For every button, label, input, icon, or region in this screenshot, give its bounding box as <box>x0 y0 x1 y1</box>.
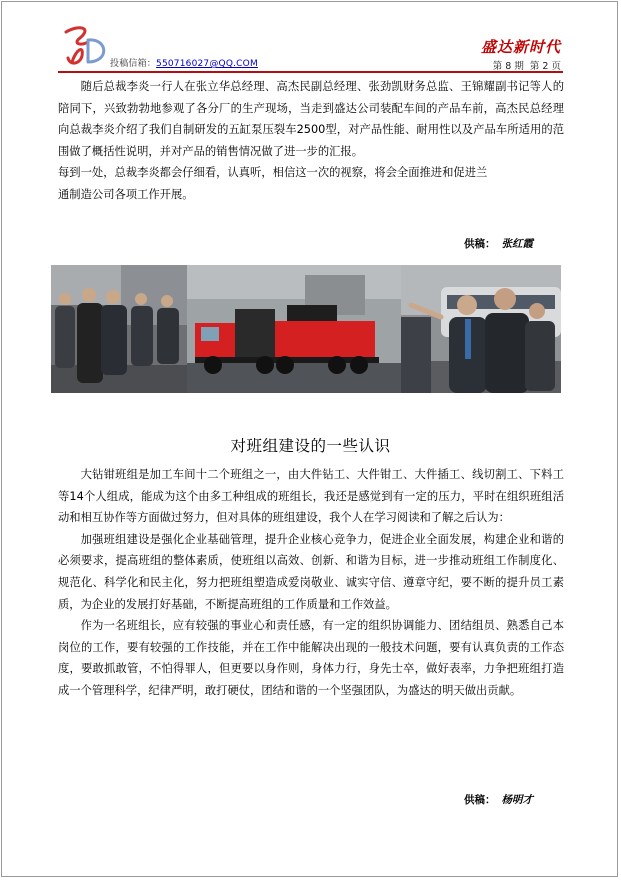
issue-number: 第 8 期 <box>492 61 524 72</box>
article1-paragraph: 随后总裁李炎一行人在张立华总经理、高杰民副总经理、张劲凯财务总监、王锦耀副书记等人的陪同下，兴致勃勃地参观了各分厂的生产现场，当走到盛达公司装配车间的产品车前，高杰民总经理向总裁李炎介绍了我们自制研发的五缸泵压裂车2500型，对产品性能、耐用性以及产品车所适用的范围做了概括性说明，并对产品的销售情况做了进一步的汇报。 <box>58 80 564 158</box>
article2-paragraph: 作为一名班组长，应有较强的事业心和责任感，有一定的组织协调能力、团结组员、熟悉自己本岗位的工作，要有较强的工作技能，并在工作中能解决出现的一般技术问题，要有认真负责的工作态度，要敢抓敢管，不怕得罪人，但更要以身作则，身体力行，身先士卒，做好表率，力争把班组打造成一个管理科学，纪律严明，敢打硬仗，团结和谐的一个坚强团队，为盛达的明天做出贡献。 <box>58 619 564 697</box>
company-logo <box>58 22 118 68</box>
article1-line: 每到一处，总裁李炎都会仔细看，认真听，相信这一次的视察，将会全面推进和促进兰 <box>58 166 488 180</box>
photo-fracturing-truck <box>187 265 401 393</box>
article1-credit <box>464 236 533 251</box>
article2-body <box>58 464 564 702</box>
article2-credit <box>464 792 533 807</box>
article2-title: 对班组建设的一些认识 <box>230 437 391 455</box>
contact-line <box>110 56 258 69</box>
article2-paragraph: 加强班组建设是强化企业基础管理，提升企业核心竞争力，促进企业全面发展，构建企业和谐的必须要求，提高班组的整体素质，使班组以高效、创新、和谐为目标，进一步推动班组工作制度化、规范化、科学化和民主化，努力把班组塑造成爱岗敬业、诚实守信、遵章守纪，要不断的提升员工素质，为企业的发展打好基础，不断提高班组的工作质量和工作效益。 <box>58 532 564 611</box>
photo-visitors-group <box>51 265 187 393</box>
page-number: 第 2 页 <box>529 61 561 72</box>
contact-email-link[interactable]: 550716027@QQ.COM <box>156 59 258 69</box>
credit-name: 张红霞 <box>501 238 533 250</box>
credit-label: 供稿： <box>464 794 496 806</box>
article1-line: 通制造公司各项工作开展。 <box>58 187 194 201</box>
credit-label: 供稿： <box>464 238 496 250</box>
issue-info <box>493 58 561 72</box>
header-rule <box>58 71 563 73</box>
newsletter-brand: 盛达新时代 <box>480 38 561 56</box>
article1-body <box>58 76 564 206</box>
article2-paragraph: 大钻钳班组是加工车间十二个班组之一，由大件钻工、大件钳工、大件插工、线切割工、下料工等14个人组成，能成为这个由多工种组成的班组长，我还是感觉到有一定的压力，平时在组织班组活动和相互协作等方面做过努力，但对具体的班组建设，我个人在学习阅读和了解之后认为： <box>58 468 564 525</box>
contact-label: 投稿信箱： <box>110 59 157 69</box>
photo-discussion <box>401 265 561 393</box>
credit-name: 杨明才 <box>501 794 533 806</box>
